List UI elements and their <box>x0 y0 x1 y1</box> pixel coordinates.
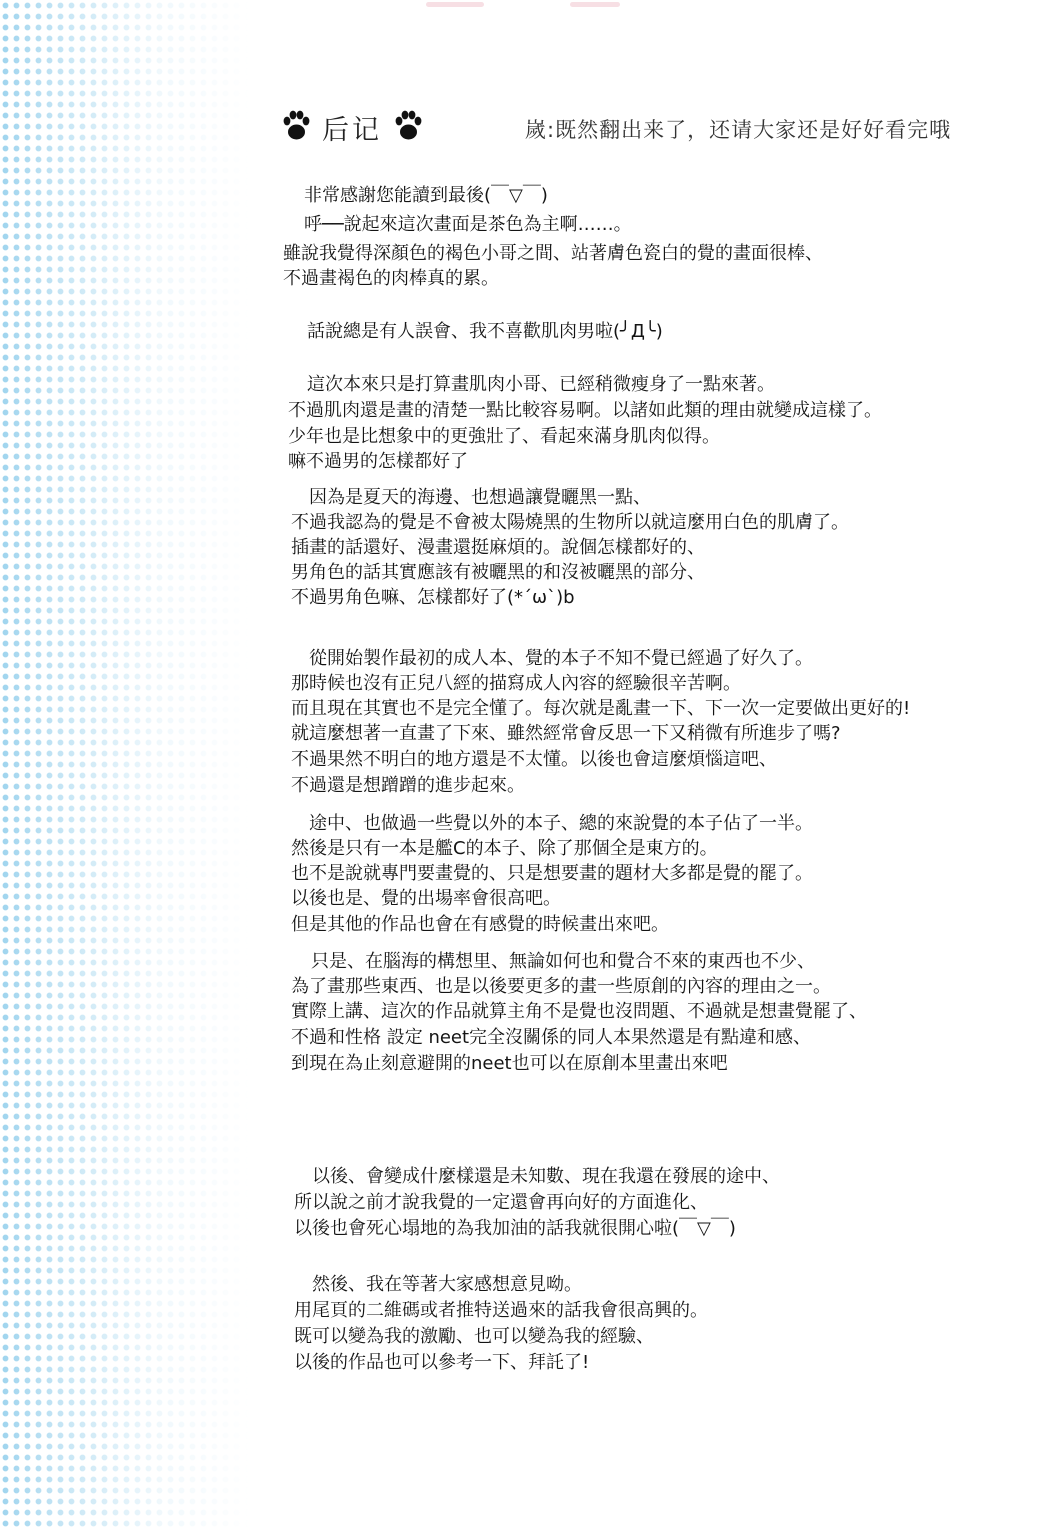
body-line: 呼──說起來這次畫面是茶色為主啊……。 <box>304 214 632 235</box>
body-line: 少年也是比想象中的更強壯了、看起來滿身肌肉似得。 <box>288 426 720 447</box>
body-line: 途中、也做過一些覺以外的本子、總的來說覺的本子佔了一半。 <box>309 813 813 834</box>
body-line: 到現在為止刻意避開的neet也可以在原創本里畫出來吧 <box>291 1053 728 1074</box>
body-line: 但是其他的作品也會在有感覺的時候畫出來吧。 <box>291 914 669 935</box>
body-line: 以後、會變成什麼樣還是未知數、現在我還在發展的途中、 <box>312 1166 780 1187</box>
body-line: 因為是夏天的海邊、也想過讓覺曬黑一點、 <box>309 487 651 508</box>
body-line: 不過還是想蹭蹭的進步起來。 <box>291 775 525 796</box>
body-line: 既可以變為我的激勵、也可以變為我的經驗、 <box>294 1326 654 1347</box>
body-line: 非常感謝您能讀到最後(￣▽￣) <box>304 185 548 206</box>
body-line: 不過果然不明白的地方還是不太懂。以後也會這麼煩惱這吧、 <box>291 749 777 770</box>
body-line: 不過男角色嘛、怎樣都好了(*´ω`)b <box>291 587 575 608</box>
body-line: 實際上講、這次的作品就算主角不是覺也沒問題、不過就是想畫覺罷了、 <box>291 1001 867 1022</box>
body-line: 以後也是、覺的出場率會很高吧。 <box>291 888 561 909</box>
body-line: 以後的作品也可以參考一下、拜託了! <box>294 1352 590 1373</box>
page-top-marks <box>420 0 620 10</box>
body-line: 從開始製作最初的成人本、覺的本子不知不覺已經過了好久了。 <box>309 648 813 669</box>
body-line: 不過畫褐色的肉棒真的累。 <box>283 268 499 289</box>
body-line: 男角色的話其實應該有被曬黑的和沒被曬黑的部分、 <box>291 562 705 583</box>
body-line: 用尾頁的二維碼或者推特送過來的話我會很高興的。 <box>294 1300 708 1321</box>
paw-print-icon <box>394 110 422 142</box>
afterword-header <box>282 108 1002 154</box>
body-line: 所以說之前才說我覺的一定還會再向好的方面進化、 <box>294 1192 708 1213</box>
body-line: 以後也會死心塌地的為我加油的話我就很開心啦(￣▽￣) <box>294 1218 736 1239</box>
body-line: 嘛不過男的怎樣都好了 <box>288 451 468 472</box>
body-line: 不過我認為的覺是不會被太陽燒黑的生物所以就這麼用白色的肌膚了。 <box>291 512 849 533</box>
body-line: 然後、我在等著大家感想意見呦。 <box>312 1274 582 1295</box>
body-line: 話說總是有人誤會、我不喜歡肌肉男啦(╯Д╰) <box>307 321 663 342</box>
polka-dot-border <box>0 0 250 1530</box>
body-line: 不過和性格 設定 neet完全沒關係的同人本果然還是有點違和感、 <box>291 1027 812 1048</box>
afterword-title: 后记 <box>322 115 382 146</box>
body-line: 不過肌肉還是畫的清楚一點比較容易啊。以諸如此類的理由就變成這樣了。 <box>288 400 882 421</box>
translator-note: 嵗:既然翻出来了，还请大家还是好好看完哦 <box>525 118 952 142</box>
body-line: 就這麼想著一直畫了下來、雖然經常會反思一下又稍微有所進步了嗎? <box>291 723 841 744</box>
body-line: 也不是說就專門要畫覺的、只是想要畫的題材大多都是覺的罷了。 <box>291 863 813 884</box>
body-line: 這次本來只是打算畫肌肉小哥、已經稍微瘦身了一點來著。 <box>307 374 775 395</box>
body-line: 只是、在腦海的構想里、無論如何也和覺合不來的東西也不少、 <box>311 951 815 972</box>
body-line: 插畫的話還好、漫畫還挺麻煩的。說個怎樣都好的、 <box>291 537 705 558</box>
body-line: 為了畫那些東西、也是以後要更多的畫一些原創的內容的理由之一。 <box>291 976 831 997</box>
body-line: 那時候也沒有正兒八經的描寫成人內容的經驗很辛苦啊。 <box>291 673 741 694</box>
body-line: 而且現在其實也不是完全懂了。每次就是亂畫一下、下一次一定要做出更好的! <box>291 698 911 719</box>
body-line: 然後是只有一本是艦C的本子、除了那個全是東方的。 <box>291 838 718 859</box>
paw-print-icon <box>282 110 310 142</box>
body-line: 雖說我覺得深顏色的褐色小哥之間、站著膚色瓷白的覺的畫面很棒、 <box>283 243 823 264</box>
